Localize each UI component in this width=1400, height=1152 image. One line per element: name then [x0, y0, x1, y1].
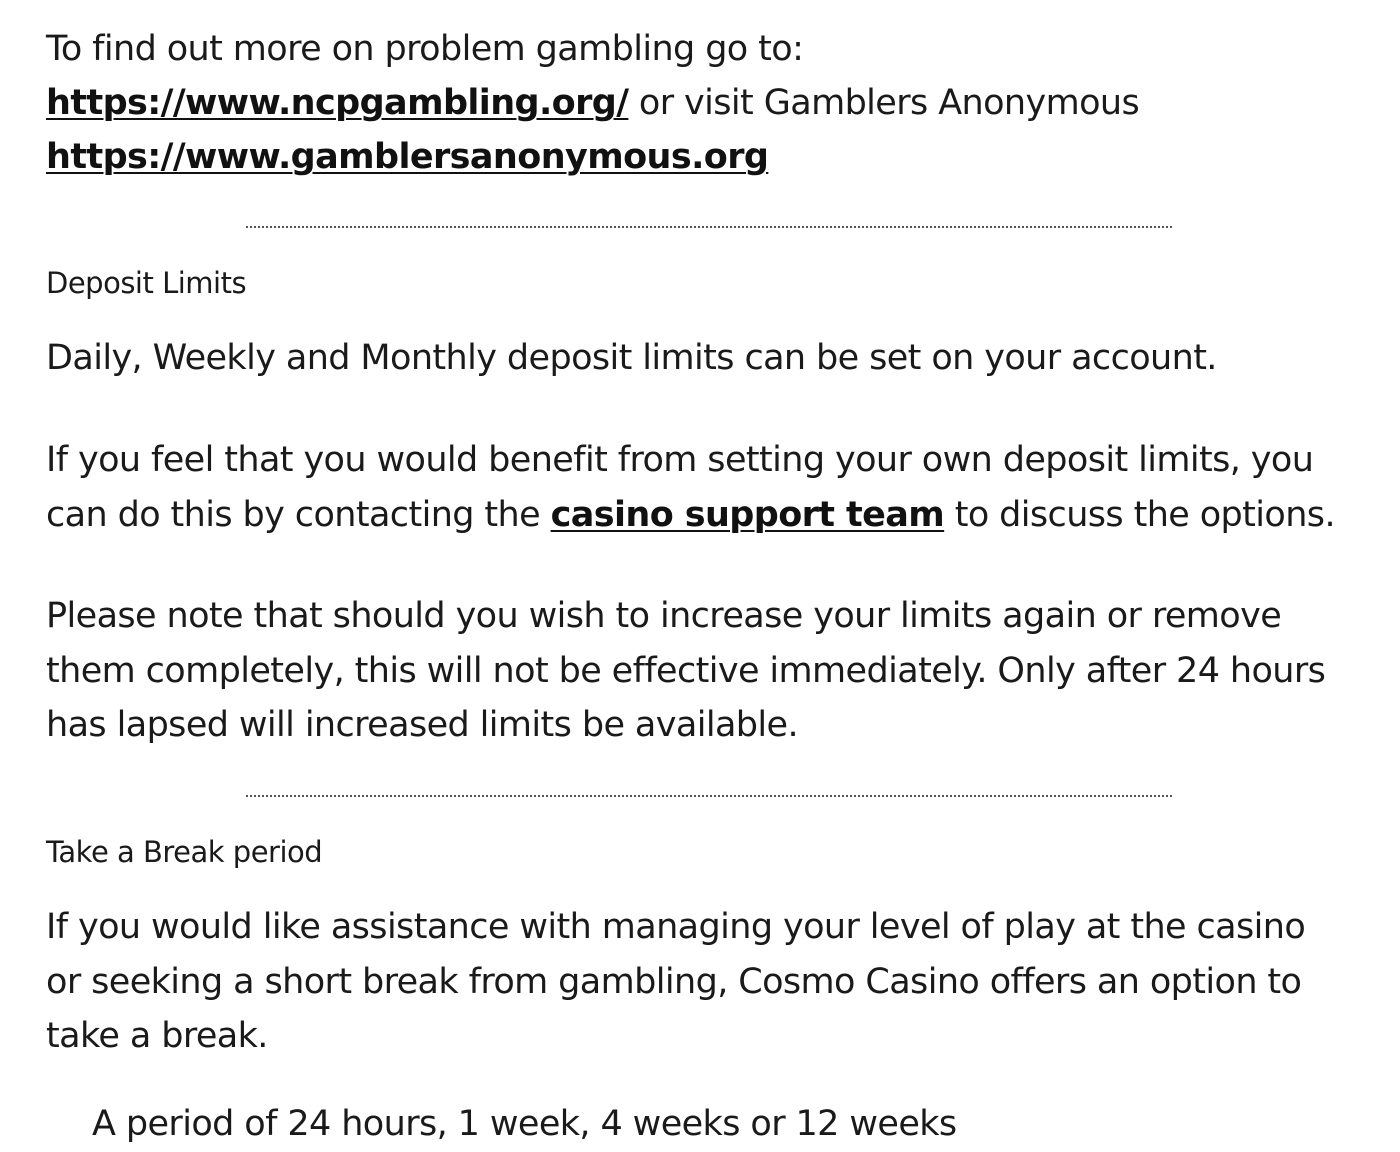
note-line-2: them completely, this will not be effective immediately. Only after 24 hours — [46, 650, 1326, 691]
contact-text-prefix: can do this by contacting the — [46, 494, 551, 535]
take-a-break-paragraph — [46, 900, 1305, 1064]
ncpgambling-link[interactable]: https://www.ncpgambling.org/ — [46, 83, 629, 123]
deposit-limits-heading: Deposit Limits — [46, 266, 247, 300]
list-item — [92, 1097, 957, 1152]
intro-text: To find out more on problem gambling go to: — [46, 29, 804, 69]
deposit-limits-paragraph — [46, 331, 1217, 386]
deposit-limits-note-paragraph — [46, 589, 1325, 753]
contact-text-suffix: to discuss the options. — [944, 494, 1335, 535]
note-line-3: has lapsed will increased limits be available. — [46, 705, 799, 745]
break-line-2: or seeking a short break from gambling, Cosmo Casino offers an option to — [46, 961, 1302, 1002]
break-line-3: take a break. — [46, 1016, 268, 1056]
problem-gambling-intro — [46, 22, 1139, 184]
deposit-limits-contact-paragraph — [46, 433, 1335, 542]
break-period-option: A period of 24 hours, 1 week, 4 weeks or 12 weeks — [92, 1104, 957, 1144]
gamblers-anonymous-link[interactable]: https://www.gamblersanonymous.org — [46, 137, 769, 177]
section-divider — [246, 795, 1172, 797]
intro-links-line — [46, 76, 1139, 130]
note-line-1: Please note that should you wish to increase your limits again or remove — [46, 596, 1282, 636]
intro-ga-line — [46, 130, 1139, 184]
take-a-break-heading: Take a Break period — [46, 835, 323, 869]
deposit-limits-text: Daily, Weekly and Monthly deposit limits can be set on your account. — [46, 338, 1217, 378]
break-line-1: If you would like assistance with managing your level of play at the casino — [46, 907, 1306, 947]
contact-text-line-1: If you feel that you would benefit from setting your own deposit limits, you — [46, 440, 1314, 480]
intro-gamblers-anonymous-text: or visit Gamblers Anonymous — [628, 83, 1140, 123]
casino-support-team-link[interactable]: casino support team — [550, 494, 945, 535]
section-divider — [246, 226, 1172, 228]
